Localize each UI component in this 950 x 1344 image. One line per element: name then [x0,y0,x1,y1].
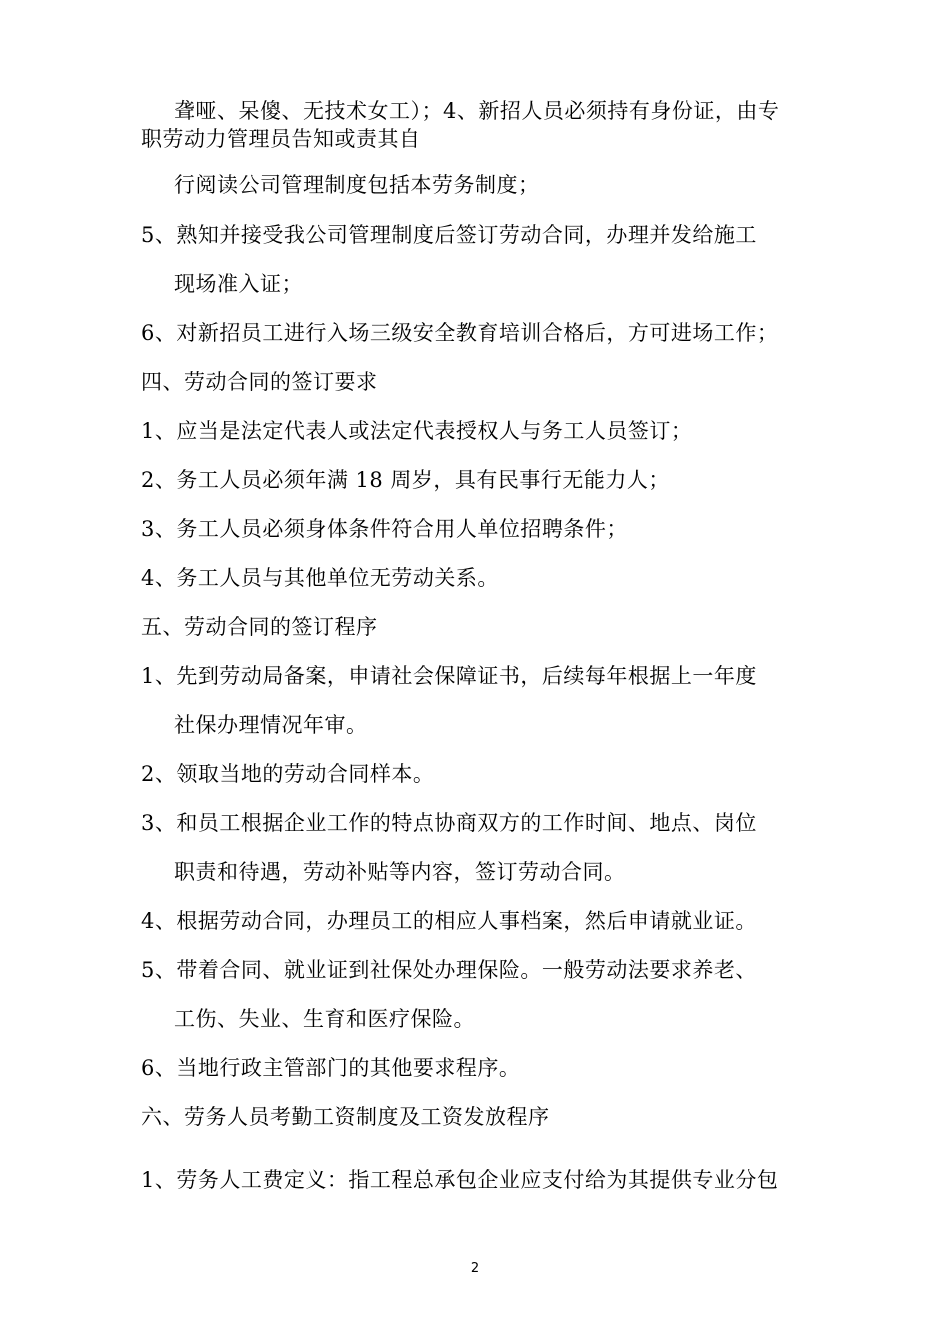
list-item: 2、务工人员必须年满 18 周岁，具有民事行无能力人； [141,468,670,492]
list-item: 6、当地行政主管部门的其他要求程序。 [141,1056,521,1080]
section-heading: 六、劳务人员考勤工资制度及工资发放程序 [141,1105,550,1129]
section-heading: 四、劳动合同的签订要求 [141,370,378,394]
paragraph-line: 聋哑、呆傻、无技术女工）；4、新招人员必须持有身份证，由专 [174,99,780,123]
list-item: 1、应当是法定代表人或法定代表授权人与务工人员签订； [141,419,693,443]
list-item: 1、先到劳动局备案，申请社会保障证书，后续每年根据上一年度 [141,664,757,688]
list-item: 6、对新招员工进行入场三级安全教育培训合格后，方可进场工作； [141,321,779,345]
list-item: 4、务工人员与其他单位无劳动关系。 [141,566,499,590]
paragraph-line: 社保办理情况年审。 [174,713,368,737]
list-item: 3、和员工根据企业工作的特点协商双方的工作时间、地点、岗位 [141,811,757,835]
paragraph-line: 工伤、失业、生育和医疗保险。 [174,1007,475,1031]
section-heading: 五、劳动合同的签订程序 [141,615,378,639]
page-number: 2 [470,1261,480,1276]
list-item: 3、务工人员必须身体条件符合用人单位招聘条件； [141,517,628,541]
paragraph-line: 职劳动力管理员告知或责其自 [141,127,421,151]
list-item: 1、劳务人工费定义：指工程总承包企业应支付给为其提供专业分包 [141,1168,779,1192]
list-item: 5、熟知并接受我公司管理制度后签订劳动合同，办理并发给施工 [141,223,757,247]
paragraph-line: 职责和待遇，劳动补贴等内容，签订劳动合同。 [174,860,626,884]
list-item: 4、根据劳动合同，办理员工的相应人事档案，然后申请就业证。 [141,909,757,933]
paragraph-line: 行阅读公司管理制度包括本劳务制度； [174,173,540,197]
list-item: 5、带着合同、就业证到社保处办理保险。一般劳动法要求养老、 [141,958,757,982]
paragraph-line: 现场准入证； [174,272,303,296]
list-item: 2、领取当地的劳动合同样本。 [141,762,435,786]
